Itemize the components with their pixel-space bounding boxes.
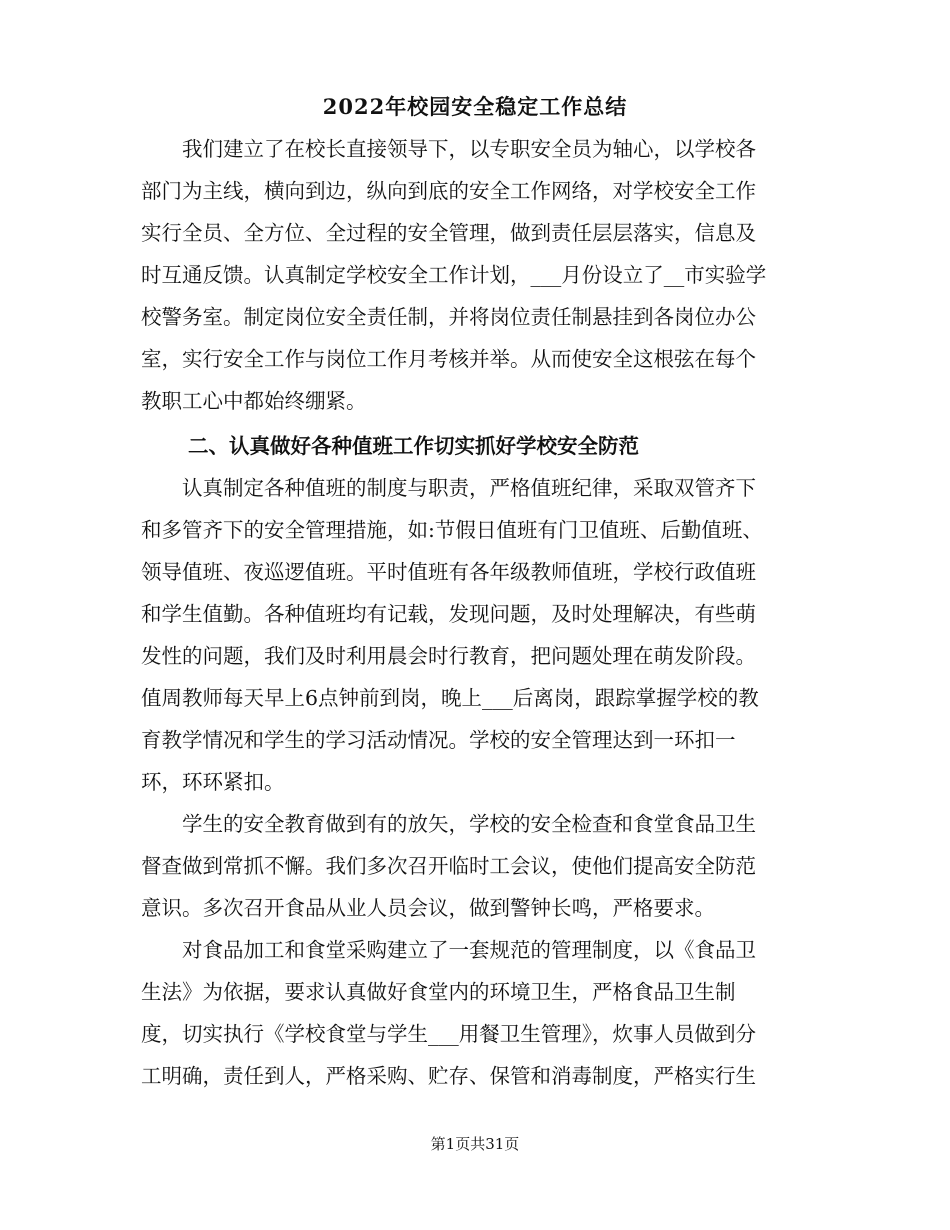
text-line: 和多管齐下的安全管理措施，如:节假日值班有门卫值班、后勤值班、	[141, 518, 763, 542]
text-line: 认真制定各种值班的制度与职责，严格值班纪律，采取双管齐下	[141, 476, 756, 500]
document-title: 2022年校园安全稳定工作总结	[322, 94, 628, 119]
text-line: 时互通反馈。认真制定学校安全工作计划，___月份设立了__市实验学	[141, 263, 767, 287]
section-heading-2: 二、认真做好各种值班工作切实抓好学校安全防范	[188, 434, 639, 458]
text-line: 室，实行安全工作与岗位工作月考核并举。从而使安全这根弦在每个	[141, 347, 756, 371]
paragraph-1	[141, 128, 809, 422]
text-line: 学生的安全教育做到有的放矢，学校的安全检查和食堂食品卫生	[141, 812, 756, 836]
text-line: 育教学情况和学生的学习活动情况。学校的安全管理达到一环扣一	[141, 728, 736, 752]
text-line: 校警务室。制定岗位安全责任制，并将岗位责任制悬挂到各岗位办公	[141, 305, 756, 329]
text-line: 度，切实执行《学校食堂与学生___用餐卫生管理》，炊事人员做到分	[141, 1022, 756, 1046]
text-line: 环，环环紧扣。	[141, 770, 285, 794]
text-line: 我们建立了在校长直接领导下，以专职安全员为轴心，以学校各	[141, 137, 756, 161]
text-line: 督查做到常抓不懈。我们多次召开临时工会议，使他们提高安全防范	[141, 854, 756, 878]
text-line: 领导值班、夜巡逻值班。平时值班有各年级教师值班，学校行政值班	[141, 560, 756, 584]
text-line: 生法》为依据，要求认真做好食堂内的环境卫生，严格食品卫生制	[141, 980, 736, 1004]
text-line: 教职工心中都始终绷紧。	[141, 389, 367, 413]
text-line: 工明确，责任到人，严格采购、贮存、保管和消毒制度，严格实行生	[141, 1064, 756, 1088]
text-line: 部门为主线，横向到边，纵向到底的安全工作网络，对学校安全工作	[141, 179, 756, 203]
text-line: 和学生值勤。各种值班均有记载，发现问题，及时处理解决，有些萌	[141, 602, 756, 626]
text-line: 意识。多次召开食品从业人员会议，做到警钟长鸣，严格要求。	[141, 896, 715, 920]
text-line: 对食品加工和食堂采购建立了一套规范的管理制度，以《食品卫	[141, 938, 756, 962]
paragraph-4	[141, 929, 809, 1097]
page-footer: 第1页共31页	[430, 1135, 520, 1153]
text-line: 值周教师每天早上6点钟前到岗，晚上___后离岗，跟踪掌握学校的教	[141, 686, 759, 710]
paragraph-2	[141, 467, 809, 803]
paragraph-3	[141, 803, 809, 929]
text-line: 实行全员、全方位、全过程的安全管理，做到责任层层落实，信息及	[141, 221, 756, 245]
text-line: 发性的问题，我们及时利用晨会时行教育，把问题处理在萌发阶段。	[141, 644, 756, 668]
